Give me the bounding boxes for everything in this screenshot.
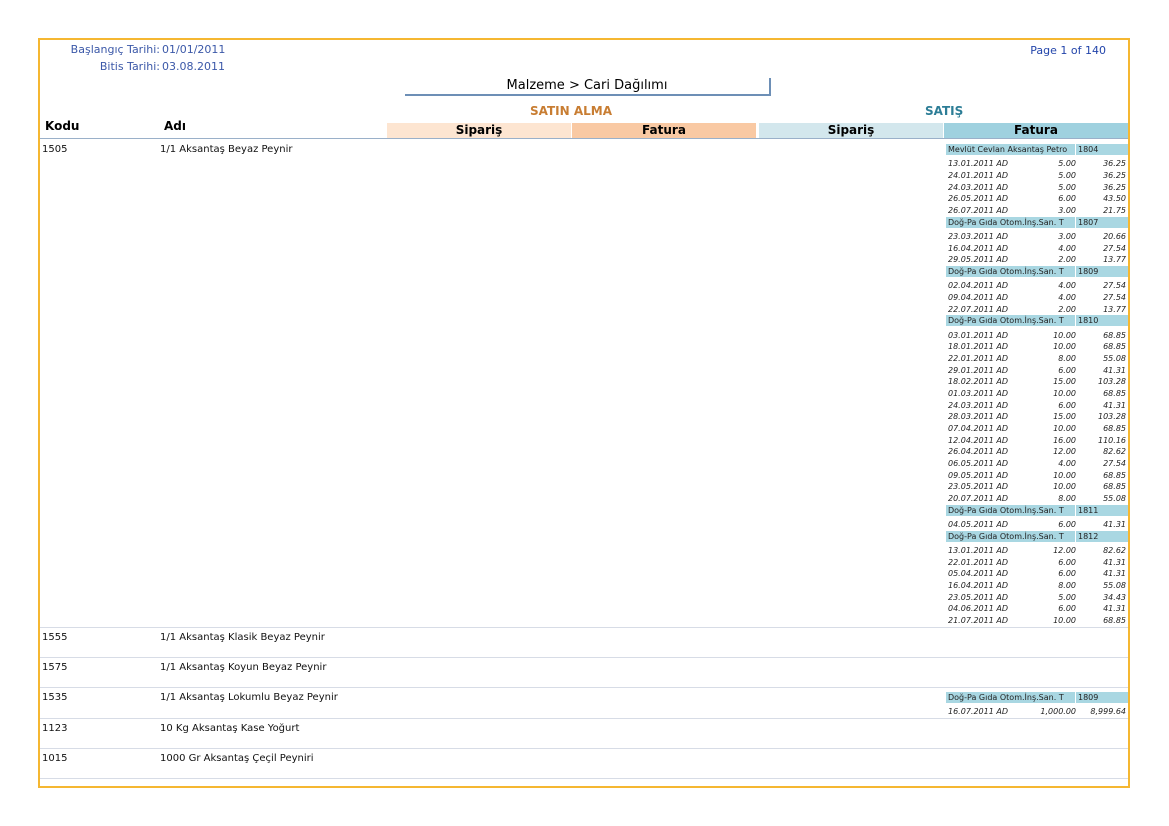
invoice-date: 07.04.2011 AD	[948, 423, 1008, 433]
invoice-amount: 68.85	[1103, 330, 1126, 340]
invoice-date: 09.04.2011 AD	[948, 293, 1008, 303]
invoice-date: 23.05.2011 AD	[948, 482, 1008, 492]
invoice-qty: 12.00	[1053, 545, 1076, 555]
row-divider	[40, 718, 1128, 719]
invoice-amount: 110.16	[1098, 435, 1126, 445]
invoice-line	[946, 423, 1128, 434]
material-code: 1505	[42, 144, 68, 155]
purchase-group-label: SATIN ALMA	[530, 104, 613, 118]
material-name: 1/1 Aksantaş Klasik Beyaz Peynir	[160, 631, 325, 643]
invoice-qty: 8.00	[1058, 354, 1076, 364]
invoice-amount: 43.50	[1103, 194, 1126, 204]
invoice-amount: 27.54	[1103, 458, 1126, 468]
invoice-line	[946, 481, 1128, 492]
invoice-line	[946, 580, 1128, 591]
invoice-line	[946, 193, 1128, 204]
invoice-qty: 5.00	[1058, 592, 1076, 602]
col-code-header: Kodu	[45, 119, 80, 133]
invoice-line	[946, 353, 1128, 364]
sales-order-header: Sipariş	[759, 123, 943, 138]
customer-name: Doğ-Pa Gıda Otom.İnş.San. T	[948, 267, 1064, 276]
invoice-qty: 5.00	[1058, 159, 1076, 169]
invoice-amount: 13.77	[1103, 304, 1126, 314]
material-name: 1/1 Aksantaş Lokumlu Beyaz Peynir	[160, 691, 338, 703]
invoice-line	[946, 243, 1128, 254]
row-divider	[40, 748, 1128, 749]
invoice-amount: 21.75	[1103, 206, 1126, 215]
invoice-amount: 27.54	[1103, 281, 1126, 291]
invoice-amount: 55.08	[1103, 354, 1126, 364]
material-code: 1535	[42, 691, 68, 703]
invoice-line	[946, 557, 1128, 568]
invoice-qty: 4.00	[1058, 281, 1076, 291]
invoice-qty: 1,000.00	[1040, 706, 1076, 716]
invoice-date: 16.04.2011 AD	[948, 243, 1008, 253]
invoice-amount: 68.85	[1103, 342, 1126, 352]
invoice-date: 01.03.2011 AD	[948, 389, 1008, 398]
invoice-qty: 6.00	[1058, 519, 1076, 529]
invoice-qty: 16.00	[1053, 435, 1076, 445]
invoice-date: 26.05.2011 AD	[948, 194, 1008, 204]
invoice-qty: 6.00	[1058, 194, 1076, 204]
invoice-amount: 103.28	[1098, 377, 1126, 387]
invoice-line	[946, 493, 1128, 504]
invoice-line	[946, 341, 1128, 352]
invoice-amount: 41.31	[1103, 400, 1126, 410]
invoice-line	[946, 400, 1128, 411]
purchase-order-header: Sipariş	[387, 123, 571, 138]
customer-name: Doğ-Pa Gıda Otom.İnş.San. T	[948, 217, 1064, 227]
invoice-qty: 10.00	[1053, 470, 1076, 480]
invoice-line	[946, 545, 1128, 556]
invoice-amount: 41.31	[1103, 604, 1126, 614]
report-title: Malzeme > Cari Dağılımı	[405, 78, 771, 96]
invoice-amount: 36.25	[1103, 159, 1126, 169]
invoice-date: 21.07.2011 AD	[948, 615, 1008, 625]
invoice-qty: 6.00	[1058, 604, 1076, 614]
invoice-line	[946, 603, 1128, 614]
invoice-qty: 10.00	[1053, 482, 1076, 492]
invoice-amount: 55.08	[1103, 493, 1126, 503]
invoice-date: 09.05.2011 AD	[948, 470, 1008, 480]
invoice-line	[946, 205, 1128, 216]
invoice-qty: 2.00	[1058, 304, 1076, 314]
invoice-line	[946, 446, 1128, 457]
invoice-amount: 27.54	[1103, 243, 1126, 253]
customer-code: 1807	[1075, 217, 1098, 228]
invoice-amount: 27.54	[1103, 293, 1126, 303]
invoice-date: 29.01.2011 AD	[948, 365, 1008, 375]
invoice-date: 23.05.2011 AD	[948, 592, 1008, 602]
material-name: 1/1 Aksantaş Koyun Beyaz Peynir	[160, 661, 327, 673]
invoice-date: 29.05.2011 AD	[948, 255, 1008, 265]
invoice-line	[946, 330, 1128, 341]
invoice-date: 26.04.2011 AD	[948, 447, 1008, 457]
invoice-date: 22.01.2011 AD	[948, 557, 1008, 567]
customer-header	[946, 217, 1128, 228]
material-name: 1/1 Aksantaş Beyaz Peynir	[160, 144, 293, 155]
invoice-date: 18.01.2011 AD	[948, 342, 1008, 352]
invoice-qty: 10.00	[1053, 389, 1076, 398]
customer-code: 1809	[1075, 266, 1098, 277]
invoice-line	[946, 280, 1128, 291]
customer-name: Doğ-Pa Gıda Otom.İnş.San. T	[948, 692, 1064, 702]
invoice-date: 23.03.2011 AD	[948, 232, 1008, 242]
invoice-amount: 68.85	[1103, 615, 1126, 625]
invoice-date: 26.07.2011 AD	[948, 206, 1008, 215]
invoice-qty: 10.00	[1053, 423, 1076, 433]
invoice-qty: 5.00	[1058, 182, 1076, 192]
invoice-line	[946, 435, 1128, 446]
invoice-date: 03.01.2011 AD	[948, 330, 1008, 340]
invoice-date: 20.07.2011 AD	[948, 493, 1008, 503]
customer-name: Mevlüt Cevlan Aksantaş Petro	[948, 145, 1068, 154]
invoice-qty: 8.00	[1058, 493, 1076, 503]
customer-header	[946, 144, 1128, 155]
invoice-amount: 8,999.64	[1090, 706, 1126, 716]
invoice-amount: 103.28	[1098, 412, 1126, 422]
invoice-amount: 13.77	[1103, 255, 1126, 265]
invoice-date: 06.05.2011 AD	[948, 458, 1008, 468]
invoice-line	[946, 519, 1128, 530]
invoice-qty: 6.00	[1058, 569, 1076, 579]
sales-invoice-header: Fatura	[944, 123, 1128, 138]
invoice-date: 02.04.2011 AD	[948, 281, 1008, 291]
invoice-line	[946, 411, 1128, 422]
invoice-amount: 68.85	[1103, 423, 1126, 433]
row-divider	[40, 627, 1128, 628]
material-code: 1123	[42, 722, 68, 734]
material-name: 1000 Gr Aksantaş Çeçil Peyniri	[160, 752, 314, 764]
invoice-date: 05.04.2011 AD	[948, 569, 1008, 579]
material-code: 1015	[42, 752, 68, 764]
customer-name: Doğ-Pa Gıda Otom.İnş.San. T	[948, 531, 1064, 541]
page-number: Page 1 of 140	[1030, 44, 1106, 57]
report-frame	[38, 38, 1130, 788]
invoice-date: 24.03.2011 AD	[948, 400, 1008, 410]
invoice-line	[946, 388, 1128, 399]
invoice-line	[946, 592, 1128, 603]
invoice-date: 24.01.2011 AD	[948, 171, 1008, 181]
invoice-date: 13.01.2011 AD	[948, 545, 1008, 555]
invoice-date: 28.03.2011 AD	[948, 412, 1008, 422]
invoice-date: 04.06.2011 AD	[948, 604, 1008, 614]
invoice-date: 18.02.2011 AD	[948, 377, 1008, 387]
invoice-date: 12.04.2011 AD	[948, 435, 1008, 445]
invoice-line	[946, 376, 1128, 387]
invoice-qty: 10.00	[1053, 330, 1076, 340]
invoice-line	[946, 365, 1128, 376]
invoice-date: 04.05.2011 AD	[948, 519, 1008, 529]
customer-header	[946, 266, 1128, 277]
customer-code: 1809	[1075, 692, 1098, 703]
invoice-line	[946, 568, 1128, 579]
header-divider	[40, 138, 1128, 139]
row-divider	[40, 657, 1128, 658]
customer-code: 1810	[1075, 315, 1098, 326]
customer-header	[946, 315, 1128, 326]
material-name: 10 Kg Aksantaş Kase Yoğurt	[160, 722, 300, 734]
invoice-amount: 20.66	[1103, 232, 1126, 242]
invoice-qty: 2.00	[1058, 255, 1076, 265]
start-date-label: Başlangıç Tarihi:	[70, 43, 160, 56]
customer-name: Doğ-Pa Gıda Otom.İnş.San. T	[948, 316, 1064, 326]
invoice-qty: 3.00	[1058, 206, 1076, 215]
invoice-date: 16.07.2011 AD	[948, 706, 1008, 716]
invoice-qty: 6.00	[1058, 365, 1076, 375]
sales-group-label: SATIŞ	[925, 104, 964, 118]
invoice-amount: 68.85	[1103, 470, 1126, 480]
customer-header	[946, 692, 1128, 703]
invoice-line	[946, 706, 1128, 717]
col-name-header: Adı	[164, 119, 186, 133]
invoice-line	[946, 254, 1128, 265]
invoice-amount: 41.31	[1103, 569, 1126, 579]
invoice-line	[946, 231, 1128, 242]
invoice-line	[946, 158, 1128, 169]
customer-header	[946, 531, 1128, 542]
invoice-line	[946, 615, 1128, 626]
invoice-amount: 68.85	[1103, 389, 1126, 398]
row-divider	[40, 778, 1128, 779]
invoice-qty: 10.00	[1053, 615, 1076, 625]
invoice-line	[946, 470, 1128, 481]
invoice-date: 13.01.2011 AD	[948, 159, 1008, 169]
invoice-line	[946, 304, 1128, 315]
invoice-date: 22.01.2011 AD	[948, 354, 1008, 364]
material-code: 1575	[42, 661, 68, 673]
invoice-amount: 82.62	[1103, 545, 1126, 555]
invoice-amount: 36.25	[1103, 182, 1126, 192]
purchase-invoice-header: Fatura	[572, 123, 756, 138]
invoice-amount: 41.31	[1103, 365, 1126, 375]
invoice-date: 16.04.2011 AD	[948, 580, 1008, 590]
invoice-qty: 4.00	[1058, 458, 1076, 468]
invoice-qty: 12.00	[1053, 447, 1076, 457]
invoice-amount: 41.31	[1103, 519, 1126, 529]
invoice-amount: 55.08	[1103, 580, 1126, 590]
invoice-date: 24.03.2011 AD	[948, 182, 1008, 192]
invoice-qty: 5.00	[1058, 171, 1076, 181]
invoice-amount: 34.43	[1103, 592, 1126, 602]
invoice-qty: 10.00	[1053, 342, 1076, 352]
customer-code: 1812	[1075, 531, 1098, 542]
invoice-line	[946, 170, 1128, 181]
invoice-qty: 3.00	[1058, 232, 1076, 242]
invoice-line	[946, 292, 1128, 303]
invoice-qty: 4.00	[1058, 293, 1076, 303]
invoice-qty: 15.00	[1053, 412, 1076, 422]
end-date-value: 03.08.2011	[162, 60, 225, 73]
invoice-qty: 6.00	[1058, 400, 1076, 410]
invoice-qty: 4.00	[1058, 243, 1076, 253]
start-date-value: 01/01/2011	[162, 43, 226, 56]
invoice-amount: 36.25	[1103, 171, 1126, 181]
invoice-amount: 68.85	[1103, 482, 1126, 492]
customer-header	[946, 505, 1128, 516]
customer-name: Doğ-Pa Gıda Otom.İnş.San. T	[948, 505, 1064, 515]
invoice-qty: 6.00	[1058, 557, 1076, 567]
end-date-label: Bitis Tarihi:	[99, 60, 160, 73]
material-code: 1555	[42, 631, 68, 643]
invoice-qty: 8.00	[1058, 580, 1076, 590]
customer-code: 1804	[1075, 144, 1098, 155]
invoice-amount: 41.31	[1103, 557, 1126, 567]
invoice-date: 22.07.2011 AD	[948, 304, 1008, 314]
invoice-line	[946, 458, 1128, 469]
invoice-amount: 82.62	[1103, 447, 1126, 457]
invoice-qty: 15.00	[1053, 377, 1076, 387]
invoice-line	[946, 182, 1128, 193]
row-divider	[40, 687, 1128, 688]
customer-code: 1811	[1075, 505, 1098, 516]
